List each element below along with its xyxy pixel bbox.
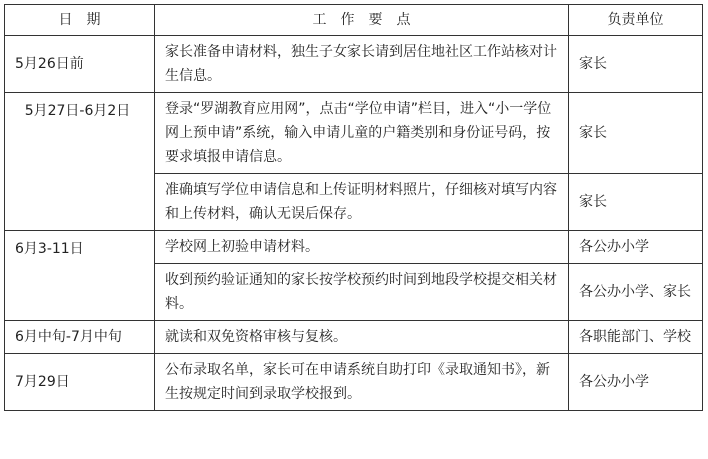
date-cell: 7月29日 [5,354,155,411]
work-point-cell: 家长准备申请材料，独生子女家长请到居住地社区工作站核对计生信息。 [155,36,569,93]
work-point-cell: 登录“罗湖教育应用网”，点击“学位申请”栏目，进入“小一学位网上预申请”系统，输入申请儿童的户籍类别和身份证号码，按要求填报申请信息。 [155,93,569,174]
responsible-unit-cell: 各公办小学 [569,231,703,264]
responsible-unit-cell: 家长 [569,36,703,93]
responsible-unit-cell: 各公办小学、家长 [569,264,703,321]
date-cell: 5月26日前 [5,36,155,93]
work-point-cell: 就读和双免资格审核与复核。 [155,321,569,354]
table-row [5,321,703,354]
header-work-points: 工 作 要 点 [155,5,569,36]
table-row [5,354,703,411]
work-point-cell: 收到预约验证通知的家长按学校预约时间到地段学校提交相关材料。 [155,264,569,321]
date-cell: 5月27日-6月2日 [5,93,155,231]
work-point-cell: 学校网上初验申请材料。 [155,231,569,264]
table-row [5,231,703,264]
table-header [5,5,703,36]
work-point-cell: 准确填写学位申请信息和上传证明材料照片，仔细核对填写内容和上传材料，确认无误后保存。 [155,174,569,231]
table-row [5,36,703,93]
responsible-unit-cell: 各职能部门、学校 [569,321,703,354]
table-row [5,93,703,174]
date-cell: 6月中旬-7月中旬 [5,321,155,354]
header-row [5,5,703,36]
header-date: 日 期 [5,5,155,36]
date-cell: 6月3-11日 [5,231,155,321]
responsible-unit-cell: 各公办小学 [569,354,703,411]
responsible-unit-cell: 家长 [569,93,703,174]
responsible-unit-cell: 家长 [569,174,703,231]
table-body [5,36,703,411]
work-point-cell: 公布录取名单，家长可在申请系统自助打印《录取通知书》，新生按规定时间到录取学校报到。 [155,354,569,411]
schedule-table [4,4,703,411]
header-responsible-unit: 负责单位 [569,5,703,36]
